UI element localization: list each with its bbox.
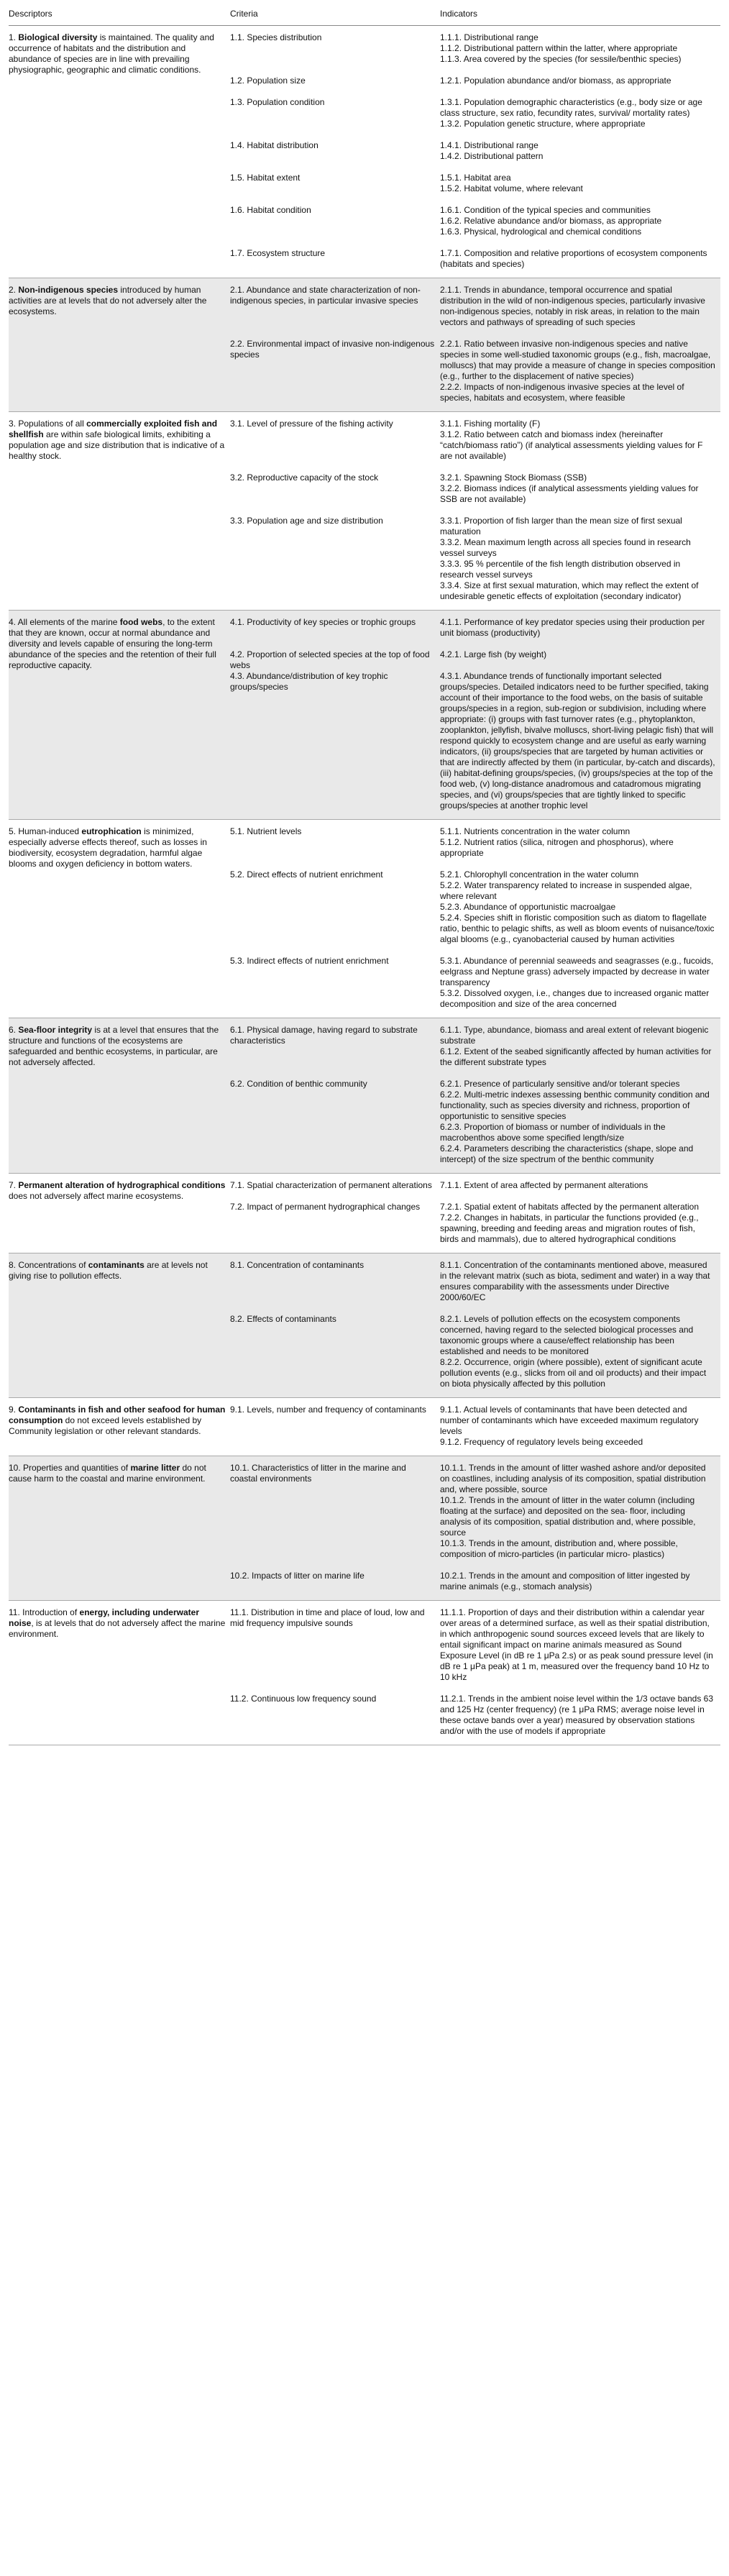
descriptor-cell (9, 412, 230, 611)
indicator-group (440, 140, 716, 162)
indicator-group (440, 1202, 716, 1245)
descriptor-text: 4. All elements of the marine (9, 617, 120, 627)
criteria-cell (230, 611, 440, 820)
indicator-group (440, 472, 716, 505)
indicators-cell (440, 1398, 720, 1456)
indicator: 8.2.2. Occurrence, origin (where possible), extent of significant acute pollution events (e.g., slicks from oil and oil products) and their impact on biota physically affected by this pollution (440, 1357, 707, 1389)
descriptor-text: Non-indigenous species (18, 285, 119, 295)
indicator: 10.1.3. Trends in the amount, distribution and, where possible, composition of micro-particles (in particular micro- plastics) (440, 1538, 678, 1559)
descriptor-cell (9, 1601, 230, 1745)
header-indicators: Indicators (440, 3, 720, 26)
criterion: 6.2. Condition of benthic community (230, 1079, 367, 1089)
indicator-group (440, 956, 716, 1010)
table-row (9, 1174, 720, 1253)
criterion: 8.1. Concentration of contaminants (230, 1260, 364, 1270)
descriptor-text: do not exceed levels established by Community legislation or other relevant standards. (9, 1415, 202, 1436)
criterion: 11.1. Distribution in time and place of loud, low and mid frequency impulsive sounds (230, 1607, 425, 1628)
indicator: 8.1.1. Concentration of the contaminants mentioned above, measured in the relevant matrix (such as biota, sediment and water) in a way that ensures comparability with the assessments under Directive 2000/60/EC (440, 1260, 710, 1302)
table-row (9, 1018, 720, 1174)
criterion: 1.7. Ecosystem structure (230, 248, 326, 258)
indicator: 8.2.1. Levels of pollution effects on the ecosystem components concerned, having regard to the selected biological processes and taxonomic groups where a cause/effect relationship has been established and needs to be monitored (440, 1314, 694, 1356)
criterion: 4.3. Abundance/distribution of key trophic groups/species (230, 671, 388, 692)
descriptor-text: Contaminants in fish and other seafood for human consumption (9, 1405, 226, 1425)
descriptor-text: 11. Introduction of (9, 1607, 80, 1617)
indicator: 9.1.1. Actual levels of contaminants that have been detected and number of contaminants which have exceeded maximum regulatory levels (440, 1405, 699, 1436)
indicator: 2.1.1. Trends in abundance, temporal occurrence and spatial distribution in the wild of non-indigenous species, particularly invasive non-indigenous species, notably in risk areas, in relation to the main vectors and pathways of spreading of such species (440, 285, 705, 327)
indicator: 10.2.1. Trends in the amount and composition of litter ingested by marine animals (e.g., stomach analysis) (440, 1571, 690, 1591)
table-row (9, 1253, 720, 1398)
criteria-cell (230, 1174, 440, 1253)
indicator: 1.1.2. Distributional pattern within the latter, where appropriate (440, 43, 678, 53)
header-criteria: Criteria (230, 3, 440, 26)
indicator: 4.3.1. Abundance trends of functionally important selected groups/species. Detailed indicators need to be further specified, taking account of their importance to the food webs, on the basis of suitable groups/species in a region, sub-region or subdivision, including where appropriate: (i) groups with fast turnover rates (e.g., phytoplankton, zooplankton, jellyfish, bivalve molluscs, short-living pelagic fish) that will respond quickly to ecosystem change and are useful as early warning indicators, (ii) groups/species that are targeted by human activities or that are indirectly affected by them (in particular, by-catch and discards), (iii) habitat-defining groups/species, (iv) groups/species at the top of the food web, (v) long-distance anadromous and catadromous migrating species, and (vi) groups/species that are tightly linked to specific groups/species at another trophic level (440, 671, 715, 810)
table-row (9, 278, 720, 412)
descriptor-cell (9, 611, 230, 820)
descriptor-text: 3. Populations of all (9, 419, 87, 429)
indicator: 4.1.1. Performance of key predator species using their production per unit biomass (productivity) (440, 617, 705, 638)
indicator: 10.1.2. Trends in the amount of litter in the water column (including floating at the surface) and deposited on the sea- floor, including analysis of its composition, spatial distribution and, where possible, source (440, 1495, 696, 1538)
descriptor-cell (9, 1253, 230, 1398)
indicator: 1.6.3. Physical, hydrological and chemical conditions (440, 227, 642, 237)
indicator-group (440, 76, 716, 86)
criterion: 5.1. Nutrient levels (230, 826, 302, 836)
criteria-cell (230, 1253, 440, 1398)
indicator-group (440, 826, 716, 859)
indicator-group (440, 671, 716, 811)
descriptor-text: are at levels not giving rise to pollution effects. (9, 1260, 208, 1281)
criterion: 1.2. Population size (230, 76, 306, 86)
indicator: 3.1.1. Fishing mortality (F) (440, 419, 541, 429)
indicator-group (440, 32, 716, 65)
indicator-group (440, 339, 716, 403)
criterion: 6.1. Physical damage, having regard to substrate characteristics (230, 1025, 418, 1046)
descriptor-text: is minimized, especially adverse effects thereof, such as losses in biodiversity, ecosystem degradation, harmful algae blooms and oxygen deficiency in bottom waters. (9, 826, 207, 869)
indicator: 3.3.3. 95 % percentile of the fish length distribution observed in research vessel surveys (440, 559, 681, 580)
table-row (9, 1398, 720, 1456)
indicator: 1.4.1. Distributional range (440, 140, 538, 150)
indicator: 5.1.1. Nutrients concentration in the water column (440, 826, 631, 836)
indicator: 9.1.2. Frequency of regulatory levels being exceeded (440, 1437, 643, 1447)
criteria-cell (230, 1601, 440, 1745)
indicators-cell (440, 820, 720, 1018)
descriptor-text: food webs (119, 617, 163, 627)
indicator: 3.3.2. Mean maximum length across all species found in research vessel surveys (440, 537, 691, 558)
criteria-cell (230, 820, 440, 1018)
criteria-cell (230, 26, 440, 278)
criterion: 10.1. Characteristics of litter in the marine and coastal environments (230, 1463, 406, 1484)
table-row (9, 26, 720, 278)
indicators-cell (440, 26, 720, 278)
table-row (9, 820, 720, 1018)
indicator-group (440, 97, 716, 129)
descriptor-text: energy, including underwater noise (9, 1607, 199, 1628)
indicators-cell (440, 1018, 720, 1174)
indicator: 7.2.1. Spatial extent of habitats affected by the permanent alteration (440, 1202, 700, 1212)
indicator: 5.3.2. Dissolved oxygen, i.e., changes due to increased organic matter decomposition and size of the area concerned (440, 988, 710, 1009)
indicator: 1.3.2. Population genetic structure, where appropriate (440, 119, 646, 129)
criterion: 8.2. Effects of contaminants (230, 1314, 336, 1324)
indicators-cell (440, 611, 720, 820)
descriptor-text: do not cause harm to the coastal and marine environment. (9, 1463, 206, 1484)
indicator-group (440, 617, 716, 639)
descriptors-table (9, 3, 720, 1745)
indicator: 1.1.1. Distributional range (440, 32, 538, 42)
indicators-cell (440, 1174, 720, 1253)
descriptor-text: 2. (9, 285, 19, 295)
indicator: 6.2.4. Parameters describing the characteristics (shape, slope and intercept) of the size spectrum of the benthic community (440, 1143, 694, 1164)
descriptor-text: eutrophication (81, 826, 142, 836)
indicator: 5.1.2. Nutrient ratios (silica, nitrogen and phosphorus), where appropriate (440, 837, 674, 858)
indicator: 11.1.1. Proportion of days and their distribution within a calendar year over areas of a determined surface, as well as their spatial distribution, in which anthropogenic sound sources exceed levels that are likely to entail significant impact on marine animals measured as Sound Exposure Level (in dB re 1 μPa 2.s) or as peak sound pressure level (in dB re 1 μPa peak) at 1 m, measured over the frequency band 10 Hz to 10 kHz (440, 1607, 713, 1682)
criterion: 2.1. Abundance and state characterization of non-indigenous species, in particular invasive species (230, 285, 421, 306)
indicator-group (440, 516, 716, 602)
descriptor-text: Sea-floor integrity (18, 1025, 93, 1035)
descriptor-text: introduced by human activities are at levels that do not adversely alter the ecosystems. (9, 285, 207, 316)
criterion: 4.1. Productivity of key species or trophic groups (230, 617, 416, 627)
criterion: 11.2. Continuous low frequency sound (230, 1694, 377, 1704)
header-descriptors: Descriptors (9, 3, 230, 26)
indicator: 3.2.2. Biomass indices (if analytical assessments yielding values for SSB are not available) (440, 483, 699, 504)
criterion: 3.3. Population age and size distribution (230, 516, 383, 526)
criteria-cell (230, 278, 440, 412)
indicator-group (440, 1463, 716, 1560)
criterion: 9.1. Levels, number and frequency of contaminants (230, 1405, 426, 1415)
indicator: 3.3.1. Proportion of fish larger than the mean size of first sexual maturation (440, 516, 682, 536)
table-row (9, 1601, 720, 1745)
descriptor-text: contaminants (88, 1260, 145, 1270)
criterion: 4.2. Proportion of selected species at the top of food webs (230, 649, 430, 670)
indicator-group (440, 173, 716, 194)
indicator-group (440, 1694, 716, 1737)
descriptor-text: 9. (9, 1405, 19, 1415)
indicator: 1.6.2. Relative abundance and/or biomass, as appropriate (440, 216, 662, 226)
criteria-cell (230, 1456, 440, 1601)
indicators-cell (440, 1601, 720, 1745)
indicator-group (440, 1079, 716, 1165)
indicator-group (440, 1180, 716, 1191)
descriptor-text: are within safe biological limits, exhibiting a population age and size distribution that is indicative of a healthy stock. (9, 429, 225, 461)
descriptor-text: , is at levels that do not adversely affect the marine environment. (9, 1618, 226, 1639)
indicator: 10.1.1. Trends in the amount of litter washed ashore and/or deposited on coastlines, including analysis of its composition, spatial distribution and, where possible, source (440, 1463, 706, 1494)
table-row (9, 611, 720, 820)
descriptor-cell (9, 1398, 230, 1456)
indicator: 6.2.2. Multi-metric indexes assessing benthic community condition and functionality, such as species diversity and richness, proportion of opportunistic to sensitive species (440, 1090, 710, 1121)
indicator-group (440, 205, 716, 237)
descriptor-text: 7. (9, 1180, 19, 1190)
descriptor-text: 1. (9, 32, 19, 42)
criterion: 1.4. Habitat distribution (230, 140, 318, 150)
descriptor-cell (9, 278, 230, 412)
descriptor-text: commercially exploited fish and shellfish (9, 419, 218, 439)
indicator: 6.1.1. Type, abundance, biomass and areal extent of relevant biogenic substrate (440, 1025, 709, 1046)
indicators-cell (440, 412, 720, 611)
indicator: 5.2.4. Species shift in floristic composition such as diatom to flagellate ratio, benthic to pelagic shifts, as well as bloom events of nuisance/toxic algal blooms (e.g., cyanobacterial caused by human activities (440, 913, 715, 944)
indicators-cell (440, 1456, 720, 1601)
indicator: 3.2.1. Spawning Stock Biomass (SSB) (440, 472, 587, 483)
indicator: 1.1.3. Area covered by the species (for sessile/benthic species) (440, 54, 682, 64)
descriptor-text: 10. Properties and quantities of (9, 1463, 131, 1473)
criterion: 1.5. Habitat extent (230, 173, 301, 183)
indicator-group (440, 1260, 716, 1303)
indicator: 4.2.1. Large fish (by weight) (440, 649, 547, 659)
indicator: 11.2.1. Trends in the ambient noise level within the 1/3 octave bands 63 and 125 Hz (center frequency) (re 1 μPa RMS; average noise level in these octave bands over a year) measured by observation stations and/or with the use of models if appropriate (440, 1694, 714, 1736)
criterion: 3.2. Reproductive capacity of the stock (230, 472, 379, 483)
table-row (9, 1456, 720, 1601)
descriptor-text: marine litter (130, 1463, 180, 1473)
indicator: 1.6.1. Condition of the typical species and communities (440, 205, 651, 215)
indicator: 5.2.3. Abundance of opportunistic macroalgae (440, 902, 616, 912)
indicators-cell (440, 1253, 720, 1398)
indicator: 2.2.1. Ratio between invasive non-indigenous species and native species in some well-studied taxonomic groups (e.g., fish, macroalgae, molluscs) that may provide a measure of change in species composition (e.g., further to the displacement of native species) (440, 339, 715, 381)
descriptor-text: 6. (9, 1025, 19, 1035)
indicator: 7.2.2. Changes in habitats, in particular the functions provided (e.g., spawning, breeding and feeding areas and migration routes of fish, birds and mammals), due to altered hydrographical conditions (440, 1212, 699, 1244)
descriptor-cell (9, 1456, 230, 1601)
indicator-group (440, 1025, 716, 1068)
descriptor-text: Permanent alteration of hydrographical conditions (18, 1180, 226, 1190)
indicator: 1.4.2. Distributional pattern (440, 151, 544, 161)
criterion: 1.3. Population condition (230, 97, 325, 107)
indicator: 6.1.2. Extent of the seabed significantly affected by human activities for the different substrate types (440, 1046, 712, 1067)
criteria-cell (230, 1018, 440, 1174)
descriptor-text: does not adversely affect marine ecosystems. (9, 1191, 184, 1201)
indicator: 1.3.1. Population demographic characteristics (e.g., body size or age class structure, sex ratio, fecundity rates, survival/ mortality rates) (440, 97, 702, 118)
criterion: 7.2. Impact of permanent hydrographical changes (230, 1202, 421, 1212)
indicators-cell (440, 278, 720, 412)
descriptor-cell (9, 1174, 230, 1253)
descriptor-text: , to the extent that they are known, occur at normal abundance and diversity and levels capable of ensuring the long-term abundance of the species and the retention of their full reproductive capacity. (9, 617, 216, 670)
criterion: 10.2. Impacts of litter on marine life (230, 1571, 364, 1581)
indicator: 1.2.1. Population abundance and/or biomass, as appropriate (440, 76, 671, 86)
criterion: 5.2. Direct effects of nutrient enrichment (230, 869, 383, 880)
indicator: 6.2.1. Presence of particularly sensitive and/or tolerant species (440, 1079, 680, 1089)
descriptor-text: 5. Human-induced (9, 826, 82, 836)
indicator: 1.7.1. Composition and relative proportions of ecosystem components (habitats and species) (440, 248, 707, 269)
descriptor-text: is at a level that ensures that the structure and functions of the ecosystems are safeguarded and benthic ecosystems, in particular, are not adversely affected. (9, 1025, 219, 1067)
indicator: 6.2.3. Proportion of biomass or number of individuals in the macrobenthos above some specified length/size (440, 1122, 666, 1143)
criterion: 7.1. Spatial characterization of permanent alterations (230, 1180, 432, 1190)
criteria-cell (230, 1398, 440, 1456)
descriptor-text: Biological diversity (18, 32, 98, 42)
descriptor-cell (9, 820, 230, 1018)
criterion: 2.2. Environmental impact of invasive non-indigenous species (230, 339, 435, 360)
indicator-group (440, 419, 716, 462)
criterion: 5.3. Indirect effects of nutrient enrichment (230, 956, 389, 966)
indicator-group (440, 1314, 716, 1389)
descriptor-cell (9, 1018, 230, 1174)
descriptor-cell (9, 26, 230, 278)
criteria-cell (230, 412, 440, 611)
table-header (9, 3, 720, 26)
indicator-group (440, 649, 716, 660)
indicator: 5.3.1. Abundance of perennial seaweeds and seagrasses (e.g., fucoids, eelgrass and Neptune grass) adversely impacted by decrease in water transparency (440, 956, 714, 987)
descriptor-text: 8. Concentrations of (9, 1260, 88, 1270)
criterion: 1.6. Habitat condition (230, 205, 311, 215)
indicator-group (440, 869, 716, 945)
indicator-group (440, 1571, 716, 1592)
criterion: 1.1. Species distribution (230, 32, 322, 42)
indicator: 3.1.2. Ratio between catch and biomass index (hereinafter “catch/biomass ratio”) (if analytical assessments yielding values for F are not available) (440, 429, 703, 461)
indicator: 5.2.2. Water transparency related to increase in suspended algae, where relevant (440, 880, 692, 901)
indicator: 1.5.1. Habitat area (440, 173, 511, 183)
indicator-group (440, 1607, 716, 1683)
indicator-group (440, 1405, 716, 1448)
indicator: 5.2.1. Chlorophyll concentration in the water column (440, 869, 639, 880)
descriptor-text: is maintained. The quality and occurrence of habitats and the distribution and abundance of species are in line with prevailing physiographic, geographic and climatic conditions. (9, 32, 214, 75)
indicator: 3.3.4. Size at first sexual maturation, which may reflect the extent of undesirable genetic effects of exploitation (secondary indicator) (440, 580, 699, 601)
indicator: 7.1.1. Extent of area affected by permanent alterations (440, 1180, 648, 1190)
indicator-group (440, 285, 716, 328)
indicator: 2.2.2. Impacts of non-indigenous invasive species at the level of species, habitats and ecosystem, where feasible (440, 382, 684, 403)
indicator-group (440, 248, 716, 270)
criterion: 3.1. Level of pressure of the fishing activity (230, 419, 393, 429)
table-row (9, 412, 720, 611)
indicator: 1.5.2. Habitat volume, where relevant (440, 183, 583, 193)
